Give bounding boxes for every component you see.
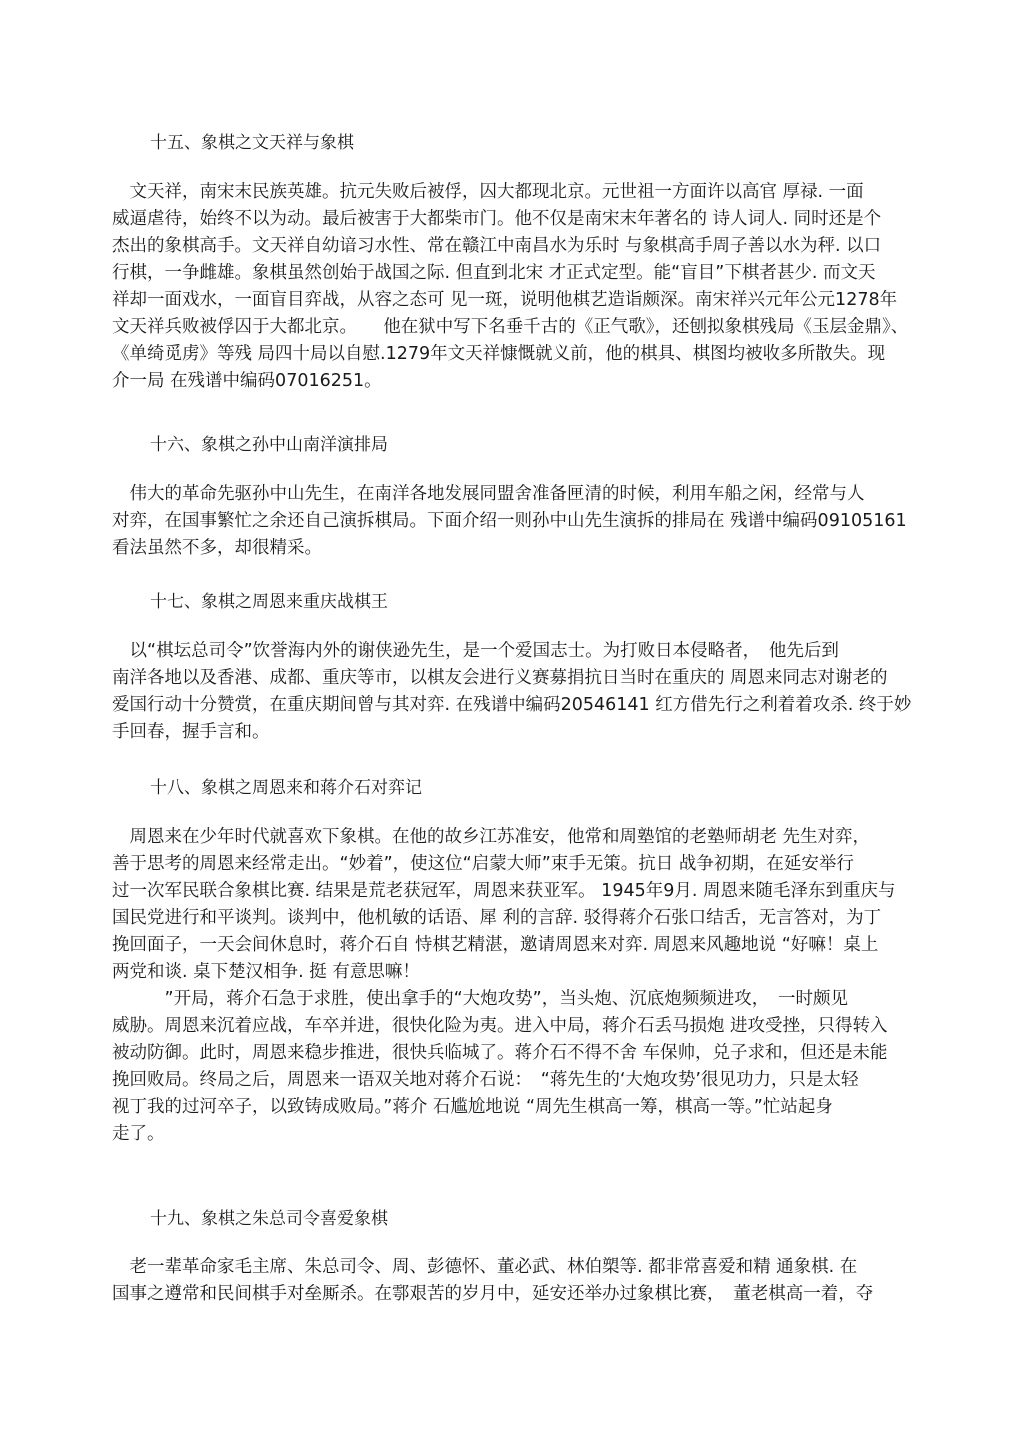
paragraph-line: 文天祥，南宋末民族英雄。抗元失败后被俘，囚大都现北京。元世祖一方面许以高官 厚禄. 一面 — [112, 182, 864, 202]
paragraph-line: 威逼虐待，始终不以为动。最后被害于大都柴市门。他不仅是南宋末年著名的 诗人词人. 同时还是个 — [112, 209, 882, 229]
paragraph-line: 挽回败局。终局之后，周恩来一语双关地对蒋介石说： “蒋先生的‘大炮攻势’很见功力，只是太轻 — [112, 1070, 859, 1090]
paragraph-line: 两党和谈. 桌下楚汉相争. 挺 有意思嘛！ — [112, 962, 420, 982]
section-heading: 十六、象棋之孙中山南洋演排局 — [150, 435, 388, 455]
paragraph-line: 以“棋坛总司令”饮誉海内外的谢侠逊先生，是一个爱国志士。为打败日本侵略者， 他先后到 — [112, 641, 839, 661]
paragraph-line: 被动防御。此时，周恩来稳步推进，很快兵临城了。蒋介石不得不舍 车保帅，兑子求和，但还是未能 — [112, 1043, 888, 1063]
paragraph-line: 爱国行动十分赞赏，在重庆期间曾与其对弈. 在残谱中编码20546141 红方借先行之利着着攻杀. 终于妙 — [112, 695, 912, 715]
section-heading: 十七、象棋之周恩来重庆战棋王 — [150, 592, 388, 612]
paragraph-line: 杰出的象棋高手。文天祥自幼谙习水性、常在赣江中南昌水为乐时 与象棋高手周子善以水为秤. 以口 — [112, 236, 882, 256]
paragraph-line: 看法虽然不多，却很精采。 — [112, 538, 322, 558]
paragraph-line: 国事之遵常和民间棋手对垒厮杀。在鄠艰苦的岁月中，延安还举办过象棋比赛， 董老棋高一着，夺 — [112, 1284, 874, 1304]
section-heading: 十八、象棋之周恩来和蒋介石对弈记 — [150, 778, 422, 798]
paragraph-line: 祥却一面戏水，一面盲目弈战，从容之态可 见一斑，说明他棋艺造诣颇深。南宋祥兴元年公元1278年 — [112, 290, 898, 310]
section-heading: 十九、象棋之朱总司令喜爱象棋 — [150, 1209, 388, 1229]
paragraph-line: 文天祥兵败被俘囚于大都北京。 他在狱中写下名垂千古的《正气歌》，还刨拟象棋残局《玉层金鼎》、 — [112, 317, 909, 337]
section-heading: 十五、象棋之文天祥与象棋 — [150, 133, 354, 153]
paragraph-line: 过一次军民联合象棋比赛. 结果是荒老获冠军，周恩来获亚军。 1945年9月. 周恩来随毛泽东到重庆与 — [112, 881, 896, 901]
paragraph-line: ”开局，蒋介石急于求胜，使出拿手的“大炮攻势”，当头炮、沉底炮频频进攻， 一时颇见 — [112, 989, 848, 1009]
paragraph-line: 国民党进行和平谈判。谈判中，他机敏的话语、犀 利的言辞. 驳得蒋介石张口结舌，无言答对，为丁 — [112, 908, 882, 928]
paragraph-line: 走了。 — [112, 1124, 165, 1144]
paragraph-line: 挽回面子，一天会间休息时，蒋介石自 恃棋艺精湛，邀请周恩来对弈. 周恩来风趣地说 “好嘛！桌上 — [112, 935, 879, 955]
paragraph-line: 《单绮觅虏》等残 局四十局以自慰.1279年文天祥慷慨就义前，他的棋具、棋图均被收多所散失。现 — [112, 344, 886, 364]
paragraph-line: 老一辈革命家毛主席、朱总司令、周、彭德怀、董必武、林伯槊等. 都非常喜爱和精 通象棋. 在 — [112, 1257, 858, 1277]
paragraph-line: 周恩来在少年时代就喜欢下象棋。在他的故乡江苏准安，他常和周塾馆的老塾师胡老 先生对弈， — [112, 827, 871, 847]
paragraph-line: 南洋各地以及香港、成都、重庆等市，以棋友会进行义赛募捐抗日当时在重庆的 周恩来同志对谢老的 — [112, 668, 888, 688]
paragraph-line: 善于思考的周恩来经常走出。“妙着”，使这位“启蒙大师”束手无策。抗日 战争初期，在延安举行 — [112, 854, 854, 874]
paragraph-line: 威胁。周恩来沉着应战，车卒并进，很快化险为夷。进入中局，蒋介石丢马损炮 进攻受挫，只得转入 — [112, 1016, 888, 1036]
paragraph-line: 对弈，在国事繁忙之余还自己演拆棋局。下面介绍一则孙中山先生演拆的排局在 残谱中编码09105161 — [112, 511, 907, 531]
paragraph-line: 视丁我的过河卒子，以致铸成败局。”蒋介 石尴尬地说 “周先生棋高一筹，棋高一等。”忙站起身 — [112, 1097, 833, 1117]
paragraph-line: 伟大的革命先驱孙中山先生，在南洋各地发展同盟舍准备匣清的时候，利用车船之闲，经常与人 — [112, 484, 865, 504]
paragraph-line: 介一局 在残谱中编码07016251。 — [112, 371, 382, 391]
paragraph-line: 手回春，握手言和。 — [112, 722, 270, 742]
paragraph-line: 行棋，一争雌雄。象棋虽然创始于战国之际. 但直到北宋 才正式定型。能“盲目”下棋者甚少. 而文天 — [112, 263, 876, 283]
